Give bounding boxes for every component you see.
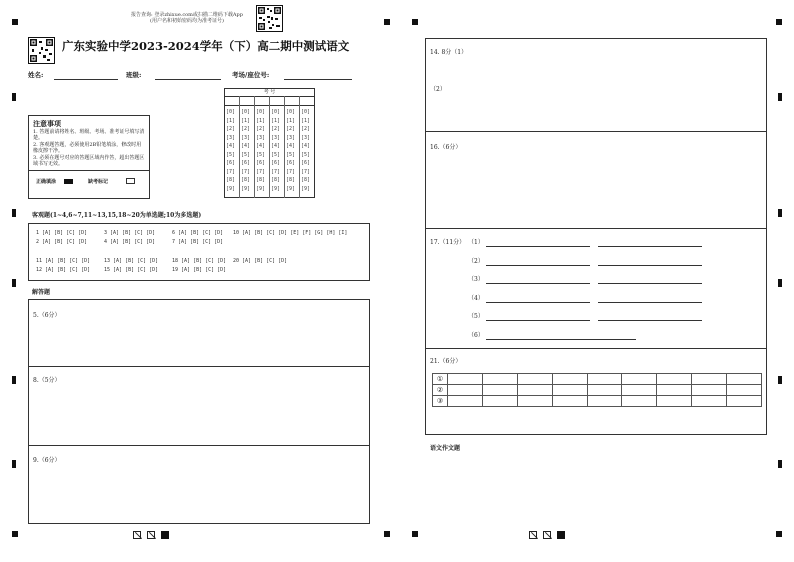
skip-marker-filled (161, 531, 169, 539)
exam-digit-bubble[interactable]: [8] (271, 177, 281, 183)
skip-marker (133, 531, 141, 539)
exam-digit-bubble[interactable]: [3] (241, 134, 251, 141)
exam-digit-bubble[interactable]: [4] (301, 143, 311, 149)
objective-question[interactable]: 13 [A] [B] [C] [D] (104, 258, 159, 264)
exam-digit-bubble[interactable]: [4] (241, 143, 251, 149)
question-17-answer-line[interactable] (598, 246, 702, 247)
exam-digit-bubble[interactable]: [9] (286, 185, 296, 192)
question-17-part-label: （2） (468, 257, 484, 265)
page-title: 广东实验中学2023-2024学年（下）高二期中测试语文 (62, 39, 350, 53)
corner-mark-bottom-center-left (384, 531, 390, 537)
question-17-answer-line[interactable] (486, 339, 636, 340)
exam-digit-bubble[interactable]: [2] (226, 126, 236, 132)
question-17-part-label: （1） (468, 239, 484, 246)
exam-digit-bubble[interactable]: [5] (226, 151, 236, 158)
question-17-part-label: （3） (468, 276, 484, 283)
exam-digit-bubble[interactable]: [9] (226, 185, 236, 192)
question-21-grid[interactable] (432, 373, 762, 407)
exam-number-col-divider (239, 96, 240, 198)
exam-digit-bubble[interactable]: [7] (271, 168, 281, 175)
question-14-box[interactable] (425, 38, 767, 132)
exam-digit-bubble[interactable]: [6] (226, 160, 236, 166)
exam-digit-bubble[interactable]: [0] (256, 109, 266, 115)
exam-digit-bubble[interactable]: [2] (241, 126, 251, 132)
class-label: 班级: (126, 71, 142, 79)
side-mark (778, 376, 782, 384)
exam-digit-bubble[interactable]: [0] (241, 109, 251, 115)
exam-digit-bubble[interactable]: [1] (286, 117, 296, 124)
exam-digit-bubble[interactable]: [1] (256, 117, 266, 124)
exam-digit-bubble[interactable]: [4] (286, 143, 296, 149)
objective-question[interactable]: 1 [A] [B] [C] [D] (36, 230, 88, 236)
exam-digit-bubble[interactable]: [8] (286, 177, 296, 183)
exam-digit-bubble[interactable]: [7] (226, 168, 236, 175)
exam-digit-bubble[interactable]: [9] (301, 185, 311, 192)
question-17-answer-line[interactable] (598, 320, 702, 321)
exam-digit-bubble[interactable]: [2] (271, 126, 281, 132)
corner-mark-top-right (776, 19, 782, 25)
question-9-box[interactable] (28, 445, 370, 524)
question-16-box[interactable] (425, 131, 767, 229)
app-qr-code[interactable] (256, 5, 283, 32)
question-17-answer-line[interactable] (598, 302, 702, 303)
question-17-answer-line[interactable] (486, 320, 590, 321)
objective-question[interactable]: 6 [A] [B] [C] [D] (172, 230, 224, 236)
question-17-answer-line[interactable] (486, 302, 590, 303)
notice-item-2: 2. 客观题答题，必须使用2B铅笔填涂，修改时用橡皮擦干净。 (33, 142, 142, 154)
notice-title: 注意事项 (33, 119, 61, 128)
missing-mark-label: 缺考标记 (88, 179, 109, 185)
skip-marker (529, 531, 537, 539)
exam-digit-bubble[interactable]: [9] (271, 185, 281, 192)
question-17-answer-line[interactable] (486, 283, 590, 284)
objective-question[interactable]: 12 [A] [B] [C] [D] (36, 267, 91, 273)
skip-marker-filled (557, 531, 565, 539)
name-label: 姓名: (28, 71, 44, 79)
question-5-label: 5.（6分） (33, 312, 61, 319)
objective-title: 客观题(1~4,6~7,11~13,15,18~20为单选题;10为多选题) (32, 212, 202, 219)
exam-digit-bubble[interactable]: [2] (286, 126, 296, 132)
question-8-box[interactable] (28, 366, 370, 446)
correct-fill-label: 正确填涂 (36, 179, 57, 185)
exam-digit-bubble[interactable]: [6] (286, 160, 296, 166)
question-14-label: 14. 8分（1） (430, 49, 468, 56)
exam-digit-bubble[interactable]: [6] (256, 160, 266, 166)
notice-item-1: 1. 答题前请将姓名、班级、考场、准考证号填写清楚。 (33, 129, 145, 141)
question-9-label: 9.（6分） (33, 457, 61, 464)
exam-digit-bubble[interactable]: [3] (256, 134, 266, 141)
exam-number-column[interactable] (286, 108, 295, 193)
exam-digit-bubble[interactable]: [1] (271, 117, 281, 124)
question-17-part-label: （5） (468, 313, 484, 320)
corner-mark-mid-left (384, 19, 390, 25)
objective-question[interactable]: 3 [A] [B] [C] [D] (104, 230, 156, 236)
exam-digit-bubble[interactable]: [5] (286, 151, 296, 158)
exam-digit-bubble[interactable]: [9] (256, 185, 266, 192)
exam-number-col-divider (299, 96, 300, 198)
exam-digit-bubble[interactable]: [0] (286, 109, 296, 115)
exam-digit-bubble[interactable]: [2] (256, 126, 266, 132)
question-21-label: 21.（6分） (430, 358, 462, 365)
question-17-part-label: （4） (468, 294, 484, 302)
seat-label: 考场/座位号: (232, 71, 270, 79)
exam-digit-bubble[interactable]: [5] (256, 151, 266, 158)
name-field[interactable] (54, 79, 118, 80)
objective-question[interactable]: 11 [A] [B] [C] [D] (36, 258, 91, 264)
exam-digit-bubble[interactable]: [5] (271, 151, 281, 158)
exam-digit-bubble[interactable]: [1] (301, 117, 311, 124)
exam-digit-bubble[interactable]: [8] (226, 177, 236, 183)
report-notice-line1: 报告查询: 登录zhixue.com或扫描二维码下载App (131, 12, 243, 18)
question-17-answer-line[interactable] (486, 246, 590, 247)
objective-question[interactable]: 2 [A] [B] [C] [D] (36, 239, 88, 245)
essay-label: 语文作文题 (430, 445, 461, 452)
exam-number-col-divider (269, 96, 270, 198)
question-8-label: 8.（5分） (33, 377, 61, 384)
question-17-answer-line[interactable] (598, 265, 702, 266)
exam-number-column[interactable] (256, 108, 265, 193)
exam-digit-bubble[interactable]: [1] (241, 117, 251, 124)
corner-mark-top-left (12, 19, 18, 25)
exam-digit-bubble[interactable]: [6] (301, 160, 311, 166)
corner-mark-bottom-left (12, 531, 18, 537)
skip-marker (543, 531, 551, 539)
exam-digit-bubble[interactable]: [1] (226, 117, 236, 124)
exam-number-col-divider (254, 96, 255, 198)
exam-number-column[interactable] (226, 108, 235, 193)
exam-digit-bubble[interactable]: [8] (256, 177, 266, 183)
notice-divider (28, 170, 150, 171)
student-qr-code (28, 37, 55, 64)
exam-digit-bubble[interactable]: [8] (241, 177, 251, 183)
q21-row-label: ① (433, 374, 448, 385)
question-17-label: 17.（11分） (430, 239, 466, 246)
question-16-label: 16.（6分） (430, 144, 462, 151)
exam-number-column[interactable] (301, 108, 310, 193)
skip-marker (147, 531, 155, 539)
exam-number-column[interactable] (271, 108, 280, 193)
exam-digit-bubble[interactable]: [9] (241, 185, 251, 192)
exam-digit-bubble[interactable]: [7] (256, 168, 266, 175)
side-mark (12, 376, 16, 384)
exam-digit-bubble[interactable]: [3] (271, 134, 281, 141)
corner-mark-bottom-center-right (412, 531, 418, 537)
correct-fill-sample (64, 179, 73, 184)
exam-digit-bubble[interactable]: [0] (301, 109, 311, 115)
exam-digit-bubble[interactable]: [3] (226, 134, 236, 141)
exam-digit-bubble[interactable]: [4] (271, 143, 281, 149)
question-17-answer-line[interactable] (486, 265, 590, 266)
seat-field[interactable] (284, 79, 352, 80)
question-5-box[interactable] (28, 299, 370, 367)
side-mark (778, 93, 782, 101)
side-mark (778, 209, 782, 217)
question-17-answer-line[interactable] (598, 283, 702, 284)
exam-digit-bubble[interactable]: [7] (301, 168, 311, 175)
report-notice-line2: (用户名和初始密码均为准考证号) (150, 18, 224, 24)
missing-mark-box[interactable] (126, 178, 135, 184)
objective-question[interactable]: 10 [A] [B] [C] [D] [E] [F] [G] [H] [I] (233, 230, 348, 236)
objective-question[interactable]: 15 [A] [B] [C] [D] (104, 267, 159, 273)
exam-digit-bubble[interactable]: [4] (256, 143, 266, 149)
exam-digit-bubble[interactable]: [0] (271, 109, 281, 115)
exam-digit-bubble[interactable]: [3] (286, 134, 296, 141)
exam-digit-bubble[interactable]: [5] (241, 151, 251, 158)
side-mark (778, 279, 782, 287)
exam-digit-bubble[interactable]: [2] (301, 126, 311, 132)
exam-number-col-divider (284, 96, 285, 198)
objective-question[interactable]: 20 [A] [B] [C] [D] (233, 258, 288, 264)
side-mark (12, 460, 16, 468)
class-field[interactable] (155, 79, 221, 80)
objective-question[interactable]: 19 [A] [B] [C] [D] (172, 267, 227, 273)
exam-number-column[interactable] (241, 108, 250, 193)
q21-row-label: ③ (433, 396, 448, 407)
side-mark (778, 460, 782, 468)
exam-digit-bubble[interactable]: [5] (301, 151, 311, 158)
side-mark (12, 209, 16, 217)
objective-question[interactable]: 18 [A] [B] [C] [D] (172, 258, 227, 264)
exam-digit-bubble[interactable]: [6] (271, 160, 281, 166)
corner-mark-mid-right (412, 19, 418, 25)
question-17-part-label: （6） (468, 331, 484, 339)
answer-section-label: 解答题 (32, 289, 51, 296)
exam-digit-bubble[interactable]: [8] (301, 177, 311, 183)
objective-question[interactable]: 4 [A] [B] [C] [D] (104, 239, 156, 245)
side-mark (12, 93, 16, 101)
side-mark (12, 279, 16, 287)
objective-question[interactable]: 7 [A] [B] [C] [D] (172, 239, 224, 245)
corner-mark-bottom-right (776, 531, 782, 537)
exam-digit-bubble[interactable]: [0] (226, 109, 236, 115)
exam-digit-bubble[interactable]: [7] (286, 168, 296, 175)
exam-digit-bubble[interactable]: [4] (226, 143, 236, 149)
exam-digit-bubble[interactable]: [7] (241, 168, 251, 175)
exam-number-title: 考 号 (263, 89, 276, 95)
exam-digit-bubble[interactable]: [6] (241, 160, 251, 166)
question-14-part-2: （2） (430, 86, 446, 93)
q21-row-label: ② (433, 385, 448, 396)
notice-item-3: 3. 必须在题号对应的答题区域内作答，超出答题区域书写无效。 (33, 155, 145, 167)
exam-digit-bubble[interactable]: [3] (301, 134, 311, 141)
